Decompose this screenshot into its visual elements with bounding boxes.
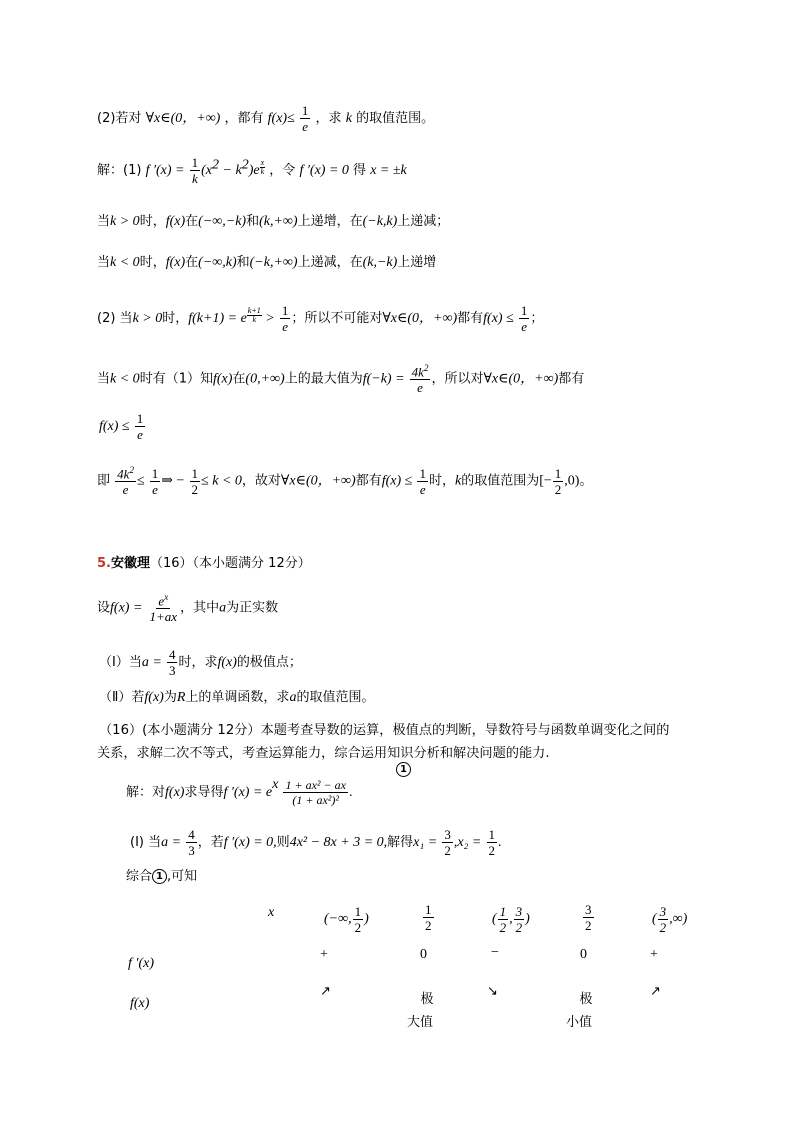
fraction-one-over-e: $\frac{1}{e}$ (136, 411, 144, 442)
text: ，都有 (224, 111, 264, 126)
math-a: a = (161, 835, 182, 850)
text: ，求 (315, 111, 342, 126)
math-interval: (k,+∞) (259, 214, 298, 229)
solution-part2-case1: (2) 当k > 0时，f(k+1) = e $\frac{k+1}{k}$ > $\frac{1}{e}$ ；所以不可能对∀x∈(0，+∞)都有f(x) ≤ $\frac{1}{e}$ ； (97, 303, 544, 334)
math-eq: f ′(x) = 0, (223, 835, 277, 850)
math-fmk: f(−k) = (362, 371, 405, 387)
math-interval: (−∞,k) (198, 255, 237, 270)
math-bracket: ,0) (564, 473, 580, 489)
table-cell-critical-2: $\frac{3}{2}$ (585, 902, 592, 933)
math-a: a (289, 690, 297, 705)
table-f-maximum: 极 大值 (406, 992, 434, 1030)
text: 的取值范围。 (356, 111, 435, 126)
problem-source: 安徽理 (110, 556, 150, 571)
fraction-one-half: $\frac{1}{2}$ (191, 465, 199, 497)
problem5-part2: （Ⅱ）若f(x)为R上的单调函数，求a的取值范围。 (99, 690, 375, 705)
table-cell-interval-1: (−∞, $\frac{1}{2}$ ) (324, 904, 369, 935)
table-fprime-sign-5: + (650, 947, 658, 962)
problem5-definition: 设f(x) = $\frac{e^x}{1+ax}$ ，其中a为正实数 (97, 592, 279, 625)
fraction-one-half: $\frac{1}{2}$ (488, 827, 496, 858)
case-k-positive: 当k > 0时，f(x)在(−∞,−k)和(k,+∞)上递增，在(−k,k)上递减； (97, 214, 450, 229)
table-f-minimum: 极 小值 (565, 992, 593, 1030)
math-fx: f(x) (217, 655, 237, 670)
math-fx: f(x) (165, 785, 185, 800)
solution-part2-case2: 当k < 0时有（1）知f(x)在(0,+∞)上的最大值为f(−k) = $\frac{4k^2}{e}$ ，所以对∀x∈(0，+∞)都有 (97, 363, 585, 396)
math-R: R (176, 690, 186, 705)
math-a: a = (141, 655, 162, 670)
table-header-x: x (268, 905, 275, 920)
math-expr: − k (219, 163, 242, 178)
solution-part2-conclusion: 即 $\frac{4k^2}{e}$ ≤ $\frac{1}{e}$ ⇒ − $\frac{1}{2}$ ≤ k < 0，故对∀x∈(0，+∞)都有f(x) ≤ $\frac{1}{e}$ 时，k的取值范围为[− $\frac{1}{2}$ ,0)。 (97, 465, 593, 498)
math-fx: f(x)≤ (267, 111, 295, 126)
problem-number: 5. (97, 556, 111, 571)
analysis-line2: 关系，求解二次不等式，考查运算能力，综合运用知识分析和解决问题的能力. (97, 746, 550, 761)
math-fx: f(x) ≤ (483, 311, 514, 326)
solution5-derivative: 解：对f(x)求导得f $'(x) = e^x$ $\frac{\text{1 + ax² − ax}}{\text{(1 + ax²)²}}$ . (126, 777, 353, 807)
math-fx: f(x) (144, 690, 164, 705)
math-eq: f ′(x) = 0 (299, 163, 349, 178)
fraction-four-thirds: $\frac{4}{3}$ (168, 647, 176, 678)
math-fprime: f ′(x) = (145, 163, 185, 178)
math-x2: x₂ = (457, 835, 482, 850)
analysis-line1: （16）(本小题满分 12分）本题考查导数的运算，极值点的判断，导数符号与函数单调变化之间的 (99, 723, 670, 738)
circled-number-icon: 1 (396, 762, 411, 777)
exponent-x-over-k: $\frac{x}{k}$ (260, 158, 265, 176)
math-quadratic: 4x² − 8x + 3 = 0, (289, 835, 388, 850)
fraction-derivative: $\frac{\text{1 + ax² − ax}}{\text{(1 + ax²)²}}$ (285, 778, 346, 807)
summary-line: 综合 1 ,可知 (126, 869, 198, 884)
equation-marker-1 (396, 762, 411, 777)
exponent-kplus1-over-k: $\frac{k+1}{k}$ (247, 306, 261, 324)
math-forall: ∀x∈(0，+∞) (145, 111, 221, 126)
table-cell-interval-2: ( $\frac{1}{2}$ , $\frac{3}{2}$ ) (492, 904, 530, 935)
table-header-f: f(x) (130, 996, 150, 1011)
math-cond: k < 0 (110, 255, 140, 270)
table-fprime-sign-2: 0 (420, 947, 427, 962)
decreasing-arrow-icon: ↘ (487, 984, 498, 999)
fraction-one-over-e: $\frac{1}{e}$ (151, 465, 159, 497)
fraction-4k2-over-e: $\frac{4k^2}{e}$ (117, 465, 134, 498)
math-bracket: [− (539, 473, 552, 489)
math-fx: f(x) (165, 214, 186, 229)
math-fx: f(x) ≤ (381, 473, 413, 489)
math-fx: f(x) = (110, 600, 143, 616)
math-forall: ∀x∈(0，+∞) (280, 473, 356, 489)
table-header-fprime: f ′(x) (128, 956, 154, 971)
case-k-negative: 当k < 0时，f(x)在(−∞,k)和(−k,+∞)上递减，在(k,−k)上递增 (97, 255, 437, 270)
fraction-one-over-e: $\frac{1}{e}$ (301, 103, 309, 134)
text: 解：(1) (97, 163, 142, 178)
increasing-arrow-icon: ↗ (650, 984, 661, 999)
fraction-one-over-e: $\frac{1}{e}$ (419, 465, 426, 497)
math-implies: ⇒ − (161, 473, 185, 489)
math-interval: (−k,k) (362, 214, 398, 229)
math-gt: > (261, 311, 275, 326)
math-interval: (k,−k) (362, 255, 398, 270)
math-fx: f(x) (212, 371, 233, 387)
math-range: ≤ k < 0 (201, 473, 242, 489)
fraction-4k2-over-e: $\frac{4k^2}{e}$ (411, 363, 429, 396)
table-cell-interval-3: ( $\frac{3}{2}$ ,∞) (652, 904, 688, 935)
math-forall: ∀x∈(0，+∞) (382, 311, 458, 326)
math-cond: k > 0 (110, 214, 140, 229)
math-fx: f(x) (165, 255, 186, 270)
circled-number-icon: 1 (152, 869, 167, 884)
math-expr: (x (201, 163, 213, 178)
problem5-part1: （Ⅰ）当a = $\frac{4}{3}$ 时，求f(x)的极值点； (99, 647, 302, 678)
fraction-four-thirds: $\frac{4}{3}$ (188, 827, 195, 858)
problem-score: （16）（本小题满分 12分） (150, 556, 311, 571)
math-cond: k > 0 (132, 311, 163, 326)
fraction-three-halves: $\frac{3}{2}$ (444, 827, 451, 858)
math-root: x = ±k (370, 163, 407, 178)
fraction-one-half: $\frac{1}{2}$ (554, 465, 562, 497)
math-interval: (0,+∞) (245, 371, 285, 387)
table-fprime-sign-1: + (320, 947, 328, 962)
math-fx: f(x) ≤ (99, 419, 130, 434)
math-expr: )e (248, 163, 260, 178)
solution5-part1: (I) 当a = $\frac{4}{3}$ ，若f ′(x) = 0,则4x² − 8x + 3 = 0,解得x₁ = $\frac{3}{2}$ ,x₂ = $\frac{1}{2}$ . (130, 827, 502, 858)
problem5-heading (97, 557, 311, 570)
math-forall: ∀x∈(0，+∞) (483, 371, 559, 387)
math-fk: f(k+1) = e (188, 311, 247, 326)
table-fprime-sign-3: − (491, 945, 499, 960)
math-cond: k < 0 (110, 371, 140, 387)
increasing-arrow-icon: ↗ (320, 984, 331, 999)
text: 得 (353, 163, 367, 178)
solution-part2-result (99, 412, 146, 441)
fraction-one-over-e: $\frac{1}{e}$ (520, 303, 528, 334)
part2-question (97, 104, 434, 133)
math-fprime: f ′(x) = e (223, 785, 273, 800)
text: ，令 (269, 163, 296, 178)
solution-part1: 解：(1) f ′(x) = $\frac{1}{k}$ $(x^2 - k^2)e$ $\frac{x}{k}$ ，令 f ′(x) = 0 得 x = ±k (97, 155, 407, 186)
math-interval: (−∞,−k) (198, 214, 247, 229)
text: (2)若对 (97, 111, 142, 126)
math-k: k (455, 473, 462, 489)
fraction-ex-over-1plusax: $\frac{e^x}{1+ax}$ (149, 592, 178, 625)
math-interval: (−k,+∞) (249, 255, 298, 270)
math-le: ≤ (136, 473, 145, 489)
math-a: a (219, 600, 227, 616)
math-x1: x₁ = (413, 835, 438, 850)
fraction-one-over-e: $\frac{1}{e}$ (281, 303, 289, 334)
math-k: k (345, 111, 352, 126)
table-cell-critical-1: $\frac{1}{2}$ (425, 902, 432, 933)
fraction-one-over-k: $\frac{1}{k}$ (191, 155, 199, 186)
table-fprime-sign-4: 0 (580, 947, 587, 962)
